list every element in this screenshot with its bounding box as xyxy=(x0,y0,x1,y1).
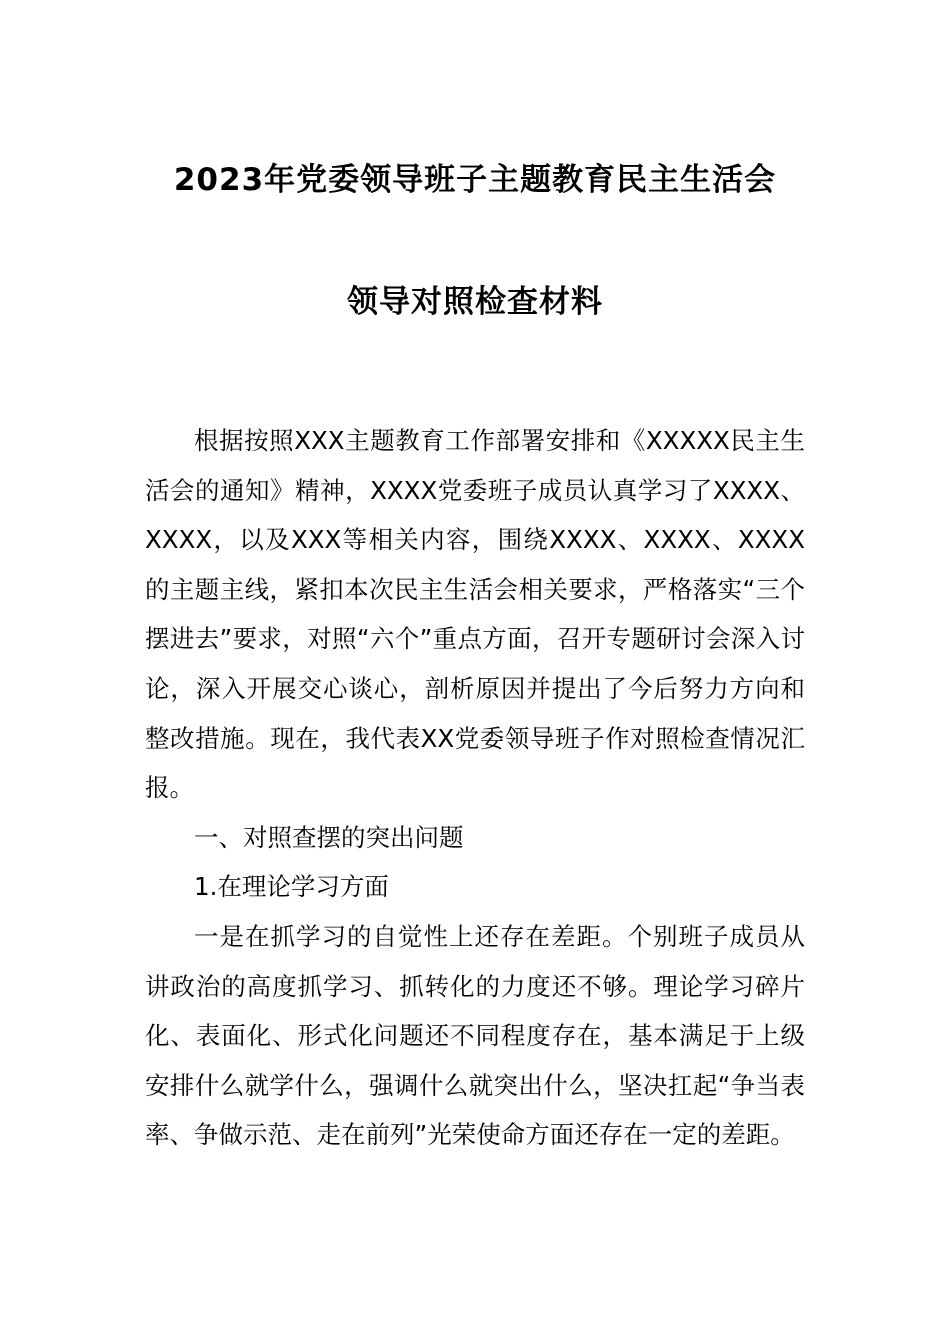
section-heading: 一、对照查摆的突出问题 xyxy=(194,822,464,852)
body-paragraph: 一是在抓学习的自觉性上还存在差距。个别班子成员从讲政治的高度抓学习、抓转化的力度还不够。理论学习碎片化、表面化、形式化问题还不同程度存在，基本满足于上级安排什么就学什么，强调什么就突出什么，坚决扛起“争当表率、争做示范、走在前列”光荣使命方面还存在一定的差距。 xyxy=(145,921,805,1150)
document-title-line-1: 2023年党委领导班子主题教育民主生活会 xyxy=(173,162,777,198)
intro-paragraph: 根据按照XXX主题教育工作部署安排和《XXXXX民主生活会的通知》精神，XXXX党委班子成员认真学习了XXXX、XXXX，以及XXX等相关内容，围绕XXXX、XXXX、XXXX的主题主线，紧扣本次民主生活会相关要求，严格落实“三个摆进去”要求，对照“六个”重点方面，召开专题研讨会深入讨论，深入开展交心谈心，剖析原因并提出了今后努力方向和整改措施。现在，我代表XX党委领导班子作对照检查情况汇报。 xyxy=(145,426,805,803)
document-title-line-2: 领导对照检查材料 xyxy=(347,284,603,320)
document-body xyxy=(145,416,805,1160)
subsection-heading: 1.在理论学习方面 xyxy=(194,872,389,902)
